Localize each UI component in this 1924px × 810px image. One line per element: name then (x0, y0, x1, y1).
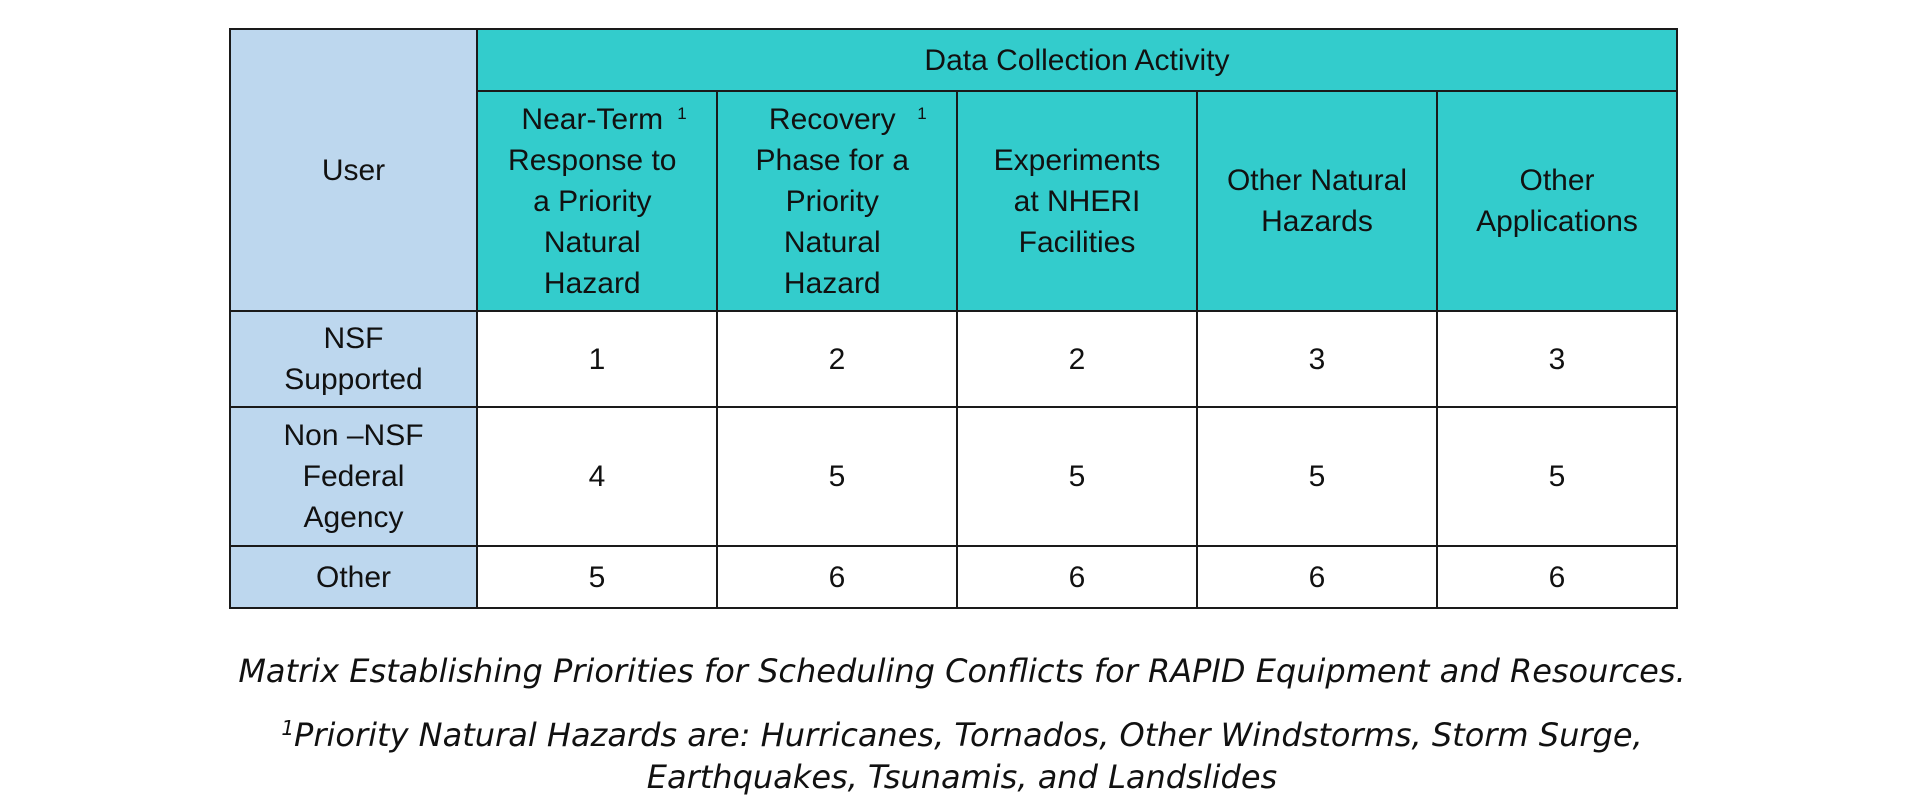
table-row (230, 311, 1677, 407)
priority-matrix-table (229, 28, 1678, 609)
table-cell: 6 (717, 546, 957, 608)
table-cell: 5 (717, 407, 957, 546)
footnote-line-2: Earthquakes, Tsunamis, and Landslides (646, 758, 1278, 796)
column-header-label: Other Natural Hazards (1226, 164, 1408, 238)
row-header-non-nsf-federal-agency (230, 407, 477, 546)
column-header-label: Other Applications (1476, 164, 1638, 238)
row-header-label: Other (315, 560, 392, 594)
table-cell: 5 (1197, 407, 1437, 546)
table-cell: 2 (717, 311, 957, 407)
column-header-label: Recovery Phase for a Priority Natural Hazard (755, 102, 909, 300)
group-header-label: Data Collection Activity (924, 43, 1230, 77)
footnote-marker: 1 (281, 716, 295, 740)
footnote-marker: 1 (677, 103, 687, 123)
table-cell: 5 (957, 407, 1197, 546)
table-header-group-row (230, 29, 1677, 91)
column-header-experiments (957, 91, 1197, 311)
column-header-other-applications (1437, 91, 1677, 311)
row-header-label: NSF Supported (284, 322, 423, 396)
table-cell: 1 (477, 311, 717, 407)
table-cell: 4 (477, 407, 717, 546)
table-row (230, 407, 1677, 546)
footnote (0, 714, 1924, 798)
table-cell: 6 (1197, 546, 1437, 608)
table-cell: 3 (1197, 311, 1437, 407)
column-header-label: Near-Term Response to a Priority Natural Hazard (508, 102, 677, 300)
column-header-other-natural-hazards (1197, 91, 1437, 311)
footnote-line-1 (0, 714, 1924, 756)
row-header-label: Non –NSF Federal Agency (283, 419, 424, 534)
table-caption: Matrix Establishing Priorities for Scheduling Conflicts for RAPID Equipment and Resources. (238, 652, 1686, 690)
data-collection-activity-header (477, 29, 1677, 91)
row-header-other (230, 546, 477, 608)
table-cell: 2 (957, 311, 1197, 407)
column-header-near-term (477, 91, 717, 311)
row-header-nsf-supported (230, 311, 477, 407)
table-cell: 5 (1437, 407, 1677, 546)
footnote-text-1: Priority Natural Hazards are: Hurricanes, Tornados, Other Windstorms, Storm Surge, (294, 716, 1643, 754)
column-header-recovery-phase (717, 91, 957, 311)
table-cell: 3 (1437, 311, 1677, 407)
table-cell: 6 (957, 546, 1197, 608)
footnote-marker: 1 (917, 103, 927, 123)
user-column-header (230, 29, 477, 311)
column-header-label: Experiments at NHERI Facilities (993, 143, 1161, 259)
table-row (230, 546, 1677, 608)
table-cell: 5 (477, 546, 717, 608)
user-header-label: User (321, 153, 386, 187)
table-cell: 6 (1437, 546, 1677, 608)
